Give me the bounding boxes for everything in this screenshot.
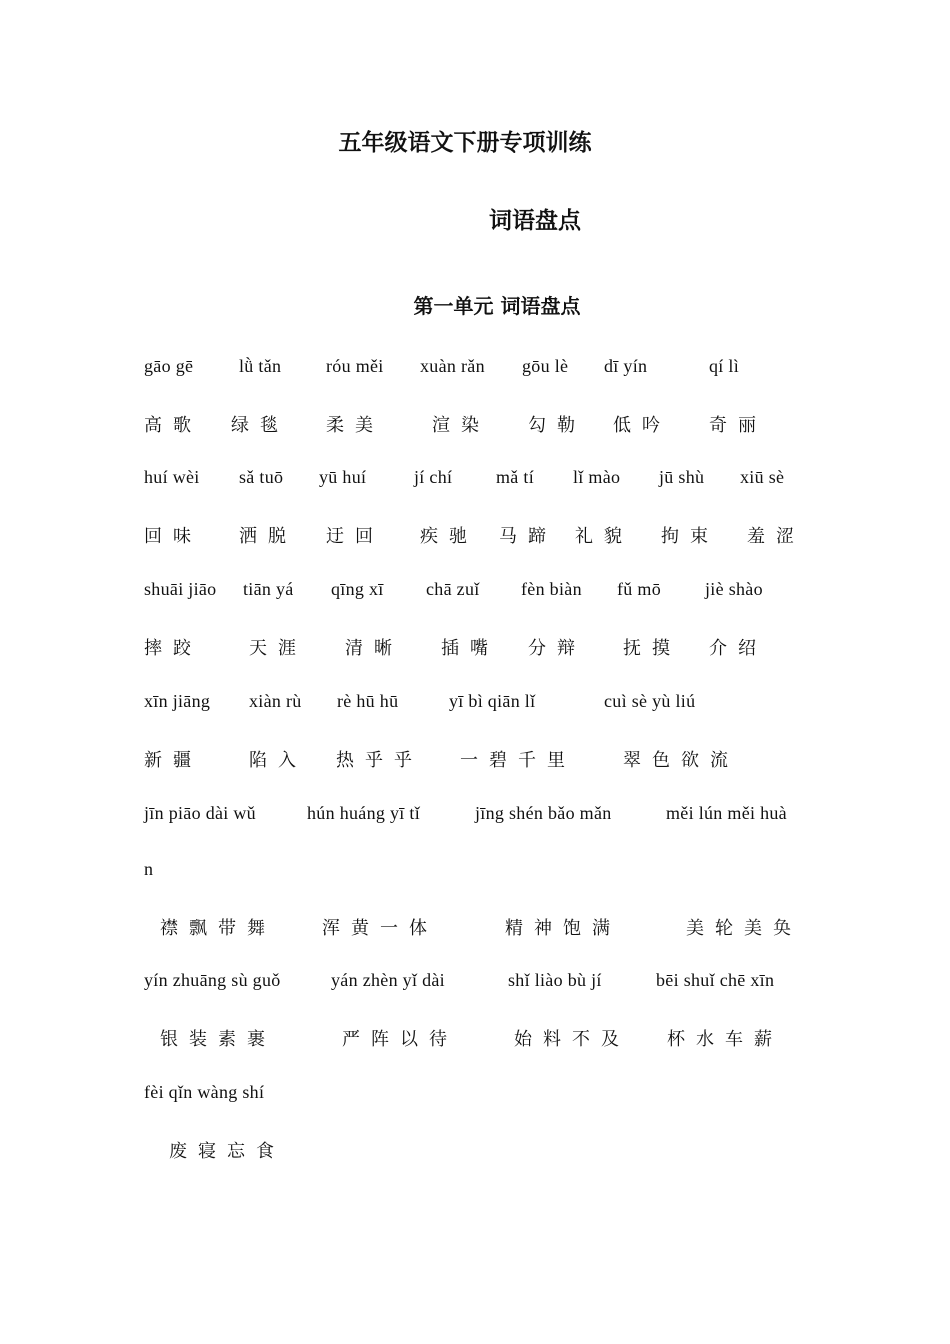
chinese-word: 迂回 xyxy=(326,526,384,547)
pinyin-row xyxy=(0,1082,950,1112)
pinyin-word: shǐ liào bù jí xyxy=(508,970,602,990)
chinese-word: 新疆 xyxy=(144,750,202,771)
chinese-word: 严阵以待 xyxy=(342,1029,458,1050)
chinese-word: 奇丽 xyxy=(709,415,767,436)
chinese-word: 襟飘带舞 xyxy=(160,918,276,939)
pinyin-word: hún huáng yī tǐ xyxy=(307,803,420,823)
chinese-word: 勾勒 xyxy=(528,415,586,436)
chinese-word-row xyxy=(0,634,950,664)
chinese-word: 浑黄一体 xyxy=(322,918,438,939)
chinese-word: 陷入 xyxy=(249,750,307,771)
chinese-word: 美轮美奂 xyxy=(686,918,802,939)
chinese-word: 热乎乎 xyxy=(336,750,423,771)
chinese-word: 羞涩 xyxy=(747,526,805,547)
chinese-word: 插嘴 xyxy=(441,638,499,659)
page-title: 五年级语文下册专项训练 xyxy=(338,130,592,156)
pinyin-row xyxy=(0,803,950,833)
chinese-word: 礼貌 xyxy=(575,526,633,547)
pinyin-word: xiàn rù xyxy=(249,691,302,711)
chinese-word: 绿毯 xyxy=(231,415,289,436)
chinese-word-row xyxy=(0,746,950,776)
chinese-word: 拘束 xyxy=(661,526,719,547)
chinese-word: 银装素裹 xyxy=(160,1029,276,1050)
chinese-word: 马蹄 xyxy=(499,526,557,547)
pinyin-word: róu měi xyxy=(326,356,384,376)
chinese-word: 低吟 xyxy=(613,415,671,436)
pinyin-word: jū shù xyxy=(659,467,705,487)
pinyin-word: lǜ tǎn xyxy=(239,356,282,376)
chinese-word: 始料不及 xyxy=(514,1029,630,1050)
pinyin-row xyxy=(0,691,950,721)
pinyin-word: cuì sè yù liú xyxy=(604,691,696,711)
pinyin-word: jiè shào xyxy=(705,579,763,599)
pinyin-word: lǐ mào xyxy=(573,467,621,487)
pinyin-row xyxy=(0,356,950,386)
chinese-word: 废寝忘食 xyxy=(169,1141,285,1162)
pinyin-word: jīng shén bǎo mǎn xyxy=(475,803,612,823)
pinyin-word: mǎ tí xyxy=(496,467,534,487)
pinyin-word: yū huí xyxy=(319,467,367,487)
pinyin-row xyxy=(0,579,950,609)
chinese-word: 天涯 xyxy=(249,638,307,659)
pinyin-word: tiān yá xyxy=(243,579,294,599)
pinyin-word: xuàn rǎn xyxy=(420,356,485,376)
pinyin-row xyxy=(0,970,950,1000)
page-subtitle: 词语盘点 xyxy=(489,208,581,234)
pinyin-word: xiū sè xyxy=(740,467,785,487)
pinyin-row xyxy=(0,859,950,889)
pinyin-word: shuāi jiāo xyxy=(144,579,217,599)
pinyin-word: fèn biàn xyxy=(521,579,582,599)
pinyin-word: n xyxy=(144,859,154,879)
chinese-word: 杯水车薪 xyxy=(667,1029,783,1050)
chinese-word: 回味 xyxy=(144,526,202,547)
chinese-word: 高歌 xyxy=(144,415,202,436)
chinese-word: 柔美 xyxy=(326,415,384,436)
pinyin-word: gōu lè xyxy=(522,356,569,376)
pinyin-word: sǎ tuō xyxy=(239,467,284,487)
pinyin-word: qīng xī xyxy=(331,579,384,599)
chinese-word-row xyxy=(0,1137,950,1167)
chinese-word: 抚摸 xyxy=(623,638,681,659)
pinyin-word: fèi qǐn wàng shí xyxy=(144,1082,265,1102)
pinyin-word: qí lì xyxy=(709,356,740,376)
unit-heading: 第一单元 词语盘点 xyxy=(413,294,581,318)
chinese-word: 介绍 xyxy=(709,638,767,659)
chinese-word: 摔跤 xyxy=(144,638,202,659)
pinyin-word: chā zuǐ xyxy=(426,579,480,599)
pinyin-word: bēi shuǐ chē xīn xyxy=(656,970,775,990)
chinese-word: 分辩 xyxy=(528,638,586,659)
chinese-word: 翠色欲流 xyxy=(623,750,739,771)
chinese-word-row xyxy=(0,914,950,944)
chinese-word: 清晰 xyxy=(345,638,403,659)
chinese-word: 渲染 xyxy=(432,415,490,436)
pinyin-word: fǔ mō xyxy=(617,579,661,599)
pinyin-word: xīn jiāng xyxy=(144,691,211,711)
pinyin-word: gāo gē xyxy=(144,356,194,376)
pinyin-word: jí chí xyxy=(414,467,453,487)
pinyin-word: yī bì qiān lǐ xyxy=(449,691,536,711)
chinese-word: 疾驰 xyxy=(420,526,478,547)
pinyin-word: dī yín xyxy=(604,356,648,376)
chinese-word: 一碧千里 xyxy=(460,750,576,771)
pinyin-row xyxy=(0,467,950,497)
chinese-word: 精神饱满 xyxy=(505,918,621,939)
pinyin-word: měi lún měi huà xyxy=(666,803,787,823)
chinese-word-row xyxy=(0,522,950,552)
pinyin-word: rè hū hū xyxy=(337,691,399,711)
pinyin-word: jīn piāo dài wǔ xyxy=(144,803,256,823)
pinyin-word: huí wèi xyxy=(144,467,200,487)
pinyin-word: yán zhèn yǐ dài xyxy=(331,970,445,990)
chinese-word-row xyxy=(0,411,950,441)
pinyin-word: yín zhuāng sù guǒ xyxy=(144,970,281,990)
chinese-word-row xyxy=(0,1025,950,1055)
chinese-word: 洒脱 xyxy=(239,526,297,547)
